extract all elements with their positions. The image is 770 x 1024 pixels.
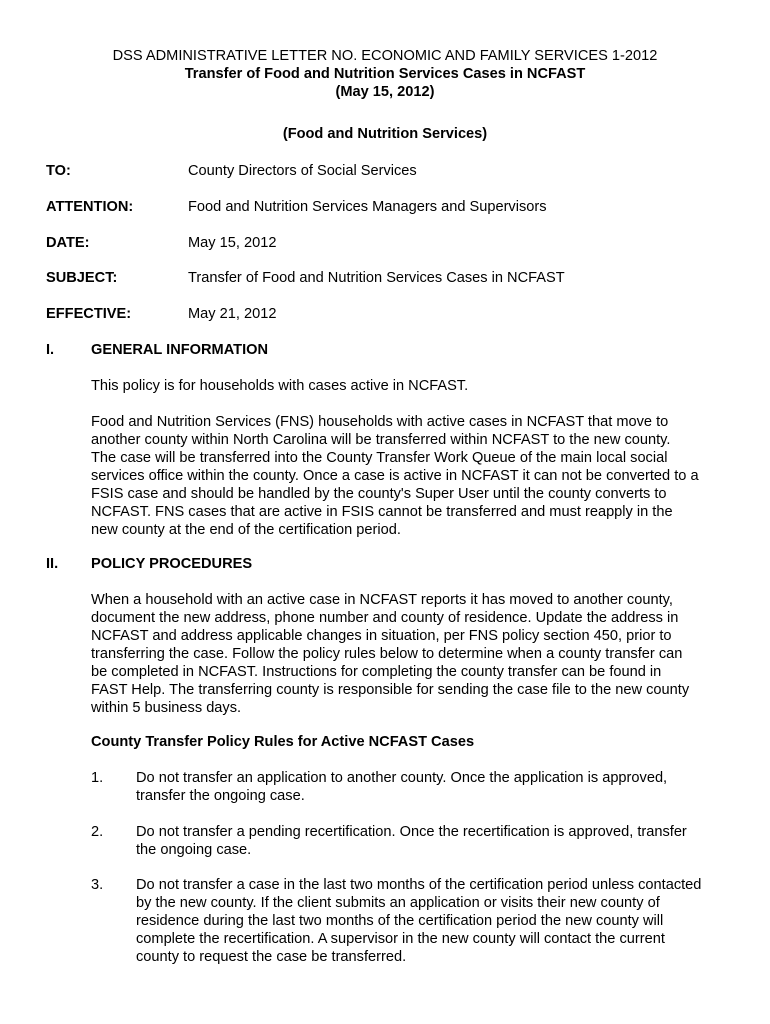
paragraph-line: Food and Nutrition Services (FNS) households with active cases in NCFAST that move to <box>91 414 669 430</box>
paragraph-line: The case will be transferred into the County Transfer Work Queue of the main local social <box>91 450 668 466</box>
rule-text <box>136 769 736 805</box>
memo-to-row <box>46 162 726 180</box>
memo-effective-label: EFFECTIVE: <box>46 306 132 322</box>
paragraph-line: NCFAST and address applicable changes in situation, per FNS policy section 450, prior to <box>91 628 672 644</box>
memo-effective-row <box>46 305 726 323</box>
section-1-paragraph-1 <box>91 377 731 395</box>
rule-number: 3. <box>91 877 104 893</box>
letter-date: (May 15, 2012) <box>335 84 435 100</box>
rule-line: Do not transfer a case in the last two months of the certification period unless contacted <box>136 877 702 893</box>
rule-number: 1. <box>91 770 104 786</box>
memo-to-label: TO: <box>46 163 71 179</box>
section-2-heading <box>46 555 726 573</box>
paragraph-line: This policy is for households with cases active in NCFAST. <box>91 378 469 394</box>
paragraph-line: transferring the case. Follow the policy rules below to determine when a county transfer can <box>91 646 683 662</box>
memo-date-value: May 15, 2012 <box>188 235 277 251</box>
paragraph-line: be completed in NCFAST. Instructions for completing the county transfer can be found in <box>91 664 662 680</box>
memo-subject-row <box>46 269 726 287</box>
rule-number: 2. <box>91 824 104 840</box>
memo-subject-value: Transfer of Food and Nutrition Services Cases in NCFAST <box>188 270 565 286</box>
rule-line: transfer the ongoing case. <box>136 788 305 804</box>
section-2-paragraph-1 <box>91 591 731 717</box>
rule-line: by the new county. If the client submits an application or visits their new county of <box>136 895 660 911</box>
paragraph-line: FSIS case and should be handled by the county's Super User until the county converts to <box>91 486 667 502</box>
rule-text <box>136 823 736 859</box>
rule-line: Do not transfer an application to another county. Once the application is approved, <box>136 770 668 786</box>
memo-to-value: County Directors of Social Services <box>188 163 417 179</box>
memo-attention-label: ATTENTION: <box>46 199 134 215</box>
rule-line: Do not transfer a pending recertification. Once the recertification is approved, transfer <box>136 824 687 840</box>
letter-title: Transfer of Food and Nutrition Services Cases in NCFAST <box>184 66 586 82</box>
memo-date-row <box>46 234 726 252</box>
memo-effective-value: May 21, 2012 <box>188 306 277 322</box>
paragraph-line: services office within the county. Once a case is active in NCFAST it can not be converted to a <box>91 468 699 484</box>
memo-attention-value: Food and Nutrition Services Managers and Supervisors <box>188 199 547 215</box>
paragraph-line: document the new address, phone number and county of residence. Update the address in <box>91 610 679 626</box>
memo-subject-label: SUBJECT: <box>46 270 118 286</box>
rule-line: complete the recertification. A supervisor in the new county will contact the current <box>136 931 665 947</box>
paragraph-line: within 5 business days. <box>91 700 242 716</box>
rule-line: the ongoing case. <box>136 842 252 858</box>
memo-date-label: DATE: <box>46 235 90 251</box>
rules-subheading: County Transfer Policy Rules for Active NCFAST Cases <box>91 734 475 750</box>
section-2-title: POLICY PROCEDURES <box>91 556 253 572</box>
paragraph-line: new county at the end of the certification period. <box>91 522 401 538</box>
section-1-title: GENERAL INFORMATION <box>91 342 269 358</box>
section-1-paragraph-2 <box>91 413 731 539</box>
paragraph-line: NCFAST. FNS cases that are active in FSIS cannot be transferred and must reapply in the <box>91 504 673 520</box>
paragraph-line: FAST Help. The transferring county is responsible for sending the case file to the new county <box>91 682 690 698</box>
rule-line: county to request the case be transferred. <box>136 949 407 965</box>
paragraph-line: When a household with an active case in NCFAST reports it has moved to another county, <box>91 592 673 608</box>
rule-line: residence during the last two months of the certification period the new county will <box>136 913 664 929</box>
memo-attention-row <box>46 198 726 216</box>
section-2-number: II. <box>46 556 59 572</box>
section-1-heading <box>46 341 726 359</box>
section-1-number: I. <box>46 342 55 358</box>
program-name: (Food and Nutrition Services) <box>282 126 488 142</box>
paragraph-line: another county within North Carolina will be transferred within NCFAST to the new county. <box>91 432 671 448</box>
letter-header <box>0 47 770 101</box>
rule-text <box>136 876 736 966</box>
letter-number: DSS ADMINISTRATIVE LETTER NO. ECONOMIC AND FAMILY SERVICES 1-2012 <box>112 48 658 64</box>
